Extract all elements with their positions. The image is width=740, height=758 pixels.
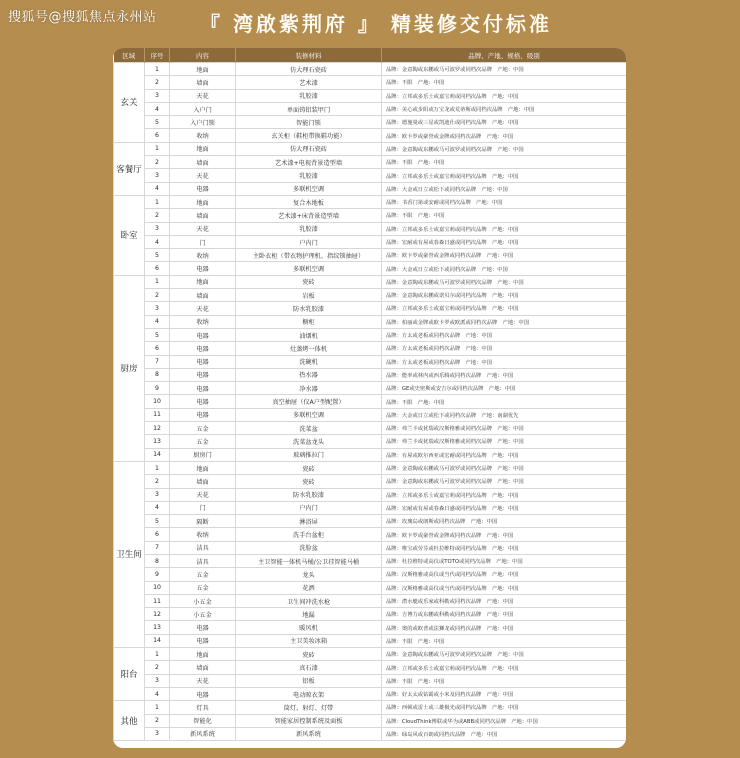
spec-cell: 品牌：GE或史密斯或安吉尔或同档次品牌 产地：中国 xyxy=(382,382,627,395)
content-cell: 地面 xyxy=(170,275,236,288)
content-cell: 小五金 xyxy=(170,594,236,607)
table-row xyxy=(114,701,627,714)
material-cell: 智能门锁 xyxy=(236,116,382,129)
content-cell: 隔断 xyxy=(170,515,236,528)
table-row xyxy=(114,435,627,448)
material-cell: 铝板 xyxy=(236,674,382,687)
content-cell: 电器 xyxy=(170,408,236,421)
material-cell: 多联机空调 xyxy=(236,262,382,275)
material-cell: 洗菜盆 xyxy=(236,422,382,435)
material-cell: 乳胶漆 xyxy=(236,169,382,182)
table-row xyxy=(114,422,627,435)
content-cell: 墙面 xyxy=(170,209,236,222)
table-row xyxy=(114,568,627,581)
spec-cell: 品牌：汉斯格雅或高仪或当代或同档次品牌 产地：中国 xyxy=(382,581,627,594)
table-row xyxy=(114,488,627,501)
spec-cell: 品牌：立邦或多乐士或嘉宝莉或同档次品牌 产地：中国 xyxy=(382,222,627,235)
material-cell: 主卫智能一体机马桶/公卫挂智能马桶 xyxy=(236,554,382,567)
table-row xyxy=(114,302,627,315)
index-cell: 1 xyxy=(145,63,170,76)
spec-cell: 品牌：立邦或多乐士或嘉宝莉或同档次品牌 产地：中国 xyxy=(382,661,627,674)
spec-cell: 品牌：不限 产地：中国 xyxy=(382,156,627,169)
spec-cell: 品牌：宏耐或有屋或春森日盛或同档次品牌 产地：中国 xyxy=(382,501,627,514)
material-cell: 仿大理石瓷砖 xyxy=(236,63,382,76)
index-cell: 3 xyxy=(145,89,170,102)
material-cell: 新风系统 xyxy=(236,727,382,740)
table-row xyxy=(114,608,627,621)
spec-cell: 品牌：金意陶或东鹏或马可波罗或同档次品牌 产地：中国 xyxy=(382,461,627,474)
content-cell: 电器 xyxy=(170,634,236,647)
index-cell: 5 xyxy=(145,328,170,341)
material-cell: 乳胶漆 xyxy=(236,89,382,102)
content-cell: 地面 xyxy=(170,461,236,474)
index-cell: 6 xyxy=(145,129,170,142)
material-cell: 主卫美妆冰箱 xyxy=(236,634,382,647)
material-cell: 瓷砖 xyxy=(236,461,382,474)
table-row xyxy=(114,528,627,541)
spec-cell: 品牌：唯宝或劳芬或杜拉维特或同档次品牌 产地：中国 xyxy=(382,541,627,554)
table-row xyxy=(114,541,627,554)
spec-cell: 品牌：有屋或欧尔西亚或宏耐或同档次品牌 产地：中国 xyxy=(382,448,627,461)
material-cell: 暖风机 xyxy=(236,621,382,634)
spec-cell: 品牌：不限 产地：中国 xyxy=(382,634,627,647)
material-cell: 防水乳胶漆 xyxy=(236,488,382,501)
area-cell: 其他 xyxy=(114,701,145,741)
spec-cell: 品牌：欧卡罗或豪誉或金牌或同档次品牌 产地：中国 xyxy=(382,528,627,541)
spec-cell: 品牌：美心或步阳或万宝龙或荒蒂斯或同档次品牌 产地：中国 xyxy=(382,102,627,115)
spec-cell: 品牌：金意陶或东鹏或诺贝尔或同档次品牌 产地：中国 xyxy=(382,289,627,302)
page-title: 『 湾啟紫荆府 』 精装修交付标准 xyxy=(200,12,552,36)
material-cell: 热水器 xyxy=(236,368,382,381)
index-cell: 7 xyxy=(145,541,170,554)
spec-cell: 品牌：宏耐或有屋或春森日盛或同档次品牌 产地：中国 xyxy=(382,235,627,248)
spec-cell: 品牌：立邦或多乐士或嘉宝莉或同档次品牌 产地：中国 xyxy=(382,488,627,501)
table-row xyxy=(114,169,627,182)
table-row xyxy=(114,156,627,169)
content-cell: 五金 xyxy=(170,568,236,581)
watermark-text: 搜狐号@搜狐焦点永州站 xyxy=(8,10,157,25)
material-cell: 乳胶漆 xyxy=(236,222,382,235)
content-cell: 收纳 xyxy=(170,315,236,328)
spec-cell: 品牌：大金或日立或松下或同档次品牌 产地：中国 xyxy=(382,182,627,195)
content-cell: 电器 xyxy=(170,395,236,408)
table-row xyxy=(114,116,627,129)
spec-cell: 品牌：大金或日立或松下或同档次品牌 产地：中国 xyxy=(382,262,627,275)
material-cell: 龙头 xyxy=(236,568,382,581)
content-cell: 天花 xyxy=(170,89,236,102)
area-cell: 客餐厅 xyxy=(114,142,145,195)
material-cell: 洗脸盆 xyxy=(236,541,382,554)
spec-cell: 品牌：奥的或欧普或法狮龙或同档次品牌 产地：中国 xyxy=(382,621,627,634)
content-cell: 电器 xyxy=(170,355,236,368)
material-cell: 主卧衣柜（带衣物护理机、指纹锁抽屉） xyxy=(236,249,382,262)
index-cell: 4 xyxy=(145,687,170,700)
index-cell: 6 xyxy=(145,528,170,541)
spec-cell: 品牌：汉斯格雅或高仪或当代或同档次品牌 产地：中国 xyxy=(382,568,627,581)
table-row xyxy=(114,395,627,408)
content-cell: 五金 xyxy=(170,435,236,448)
table-row xyxy=(114,315,627,328)
material-cell: 净水器 xyxy=(236,382,382,395)
content-cell: 五金 xyxy=(170,581,236,594)
table-row xyxy=(114,63,627,76)
index-cell: 12 xyxy=(145,422,170,435)
material-cell: 艺术漆+床背景造型墙 xyxy=(236,209,382,222)
spec-table-card xyxy=(113,48,626,748)
table-row xyxy=(114,209,627,222)
index-cell: 10 xyxy=(145,581,170,594)
index-cell: 2 xyxy=(145,289,170,302)
index-cell: 7 xyxy=(145,355,170,368)
index-cell: 5 xyxy=(145,249,170,262)
material-cell: 户内门 xyxy=(236,235,382,248)
content-cell: 墙面 xyxy=(170,156,236,169)
content-cell: 墙面 xyxy=(170,76,236,89)
content-cell: 电器 xyxy=(170,621,236,634)
material-cell: 瓷砖 xyxy=(236,475,382,488)
table-row xyxy=(114,89,627,102)
material-cell: 瓷砖 xyxy=(236,275,382,288)
spec-cell: 品牌：欧卡罗或豪誉或金牌或同档次品牌 产地：中国 xyxy=(382,129,627,142)
material-cell: 艺术漆 xyxy=(236,76,382,89)
table-row xyxy=(114,142,627,155)
content-cell: 墙面 xyxy=(170,661,236,674)
index-cell: 12 xyxy=(145,608,170,621)
index-cell: 3 xyxy=(145,222,170,235)
table-row xyxy=(114,714,627,727)
table-row xyxy=(114,648,627,661)
table-body xyxy=(114,63,627,741)
index-cell: 4 xyxy=(145,235,170,248)
material-cell: 卫生间冲洗水枪 xyxy=(236,594,382,607)
index-cell: 11 xyxy=(145,594,170,607)
table-row xyxy=(114,355,627,368)
content-cell: 新风系统 xyxy=(170,727,236,740)
content-cell: 电器 xyxy=(170,382,236,395)
index-cell: 3 xyxy=(145,302,170,315)
index-cell: 4 xyxy=(145,315,170,328)
content-cell: 收纳 xyxy=(170,528,236,541)
index-cell: 10 xyxy=(145,395,170,408)
material-cell: 多联机空调 xyxy=(236,182,382,195)
index-cell: 2 xyxy=(145,475,170,488)
table-row xyxy=(114,687,627,700)
spec-cell: 品牌：绿岛风或百朗或同档次品牌 产地：中国 xyxy=(382,727,627,740)
index-cell: 2 xyxy=(145,76,170,89)
material-cell: 洗手台盆柜 xyxy=(236,528,382,541)
content-cell: 厨房门 xyxy=(170,448,236,461)
spec-cell: 品牌：不限 产地：中国 xyxy=(382,76,627,89)
spec-cell: 品牌：立邦或多乐士或嘉宝莉或同档次品牌 产地：中国 xyxy=(382,302,627,315)
content-cell: 收纳 xyxy=(170,249,236,262)
table-row xyxy=(114,594,627,607)
index-cell: 3 xyxy=(145,169,170,182)
index-cell: 13 xyxy=(145,435,170,448)
table-row xyxy=(114,328,627,341)
index-cell: 4 xyxy=(145,501,170,514)
content-cell: 电器 xyxy=(170,342,236,355)
table-row xyxy=(114,368,627,381)
spec-cell: 品牌：金意陶或东鹏或马可波罗或同档次品牌 产地：中国 xyxy=(382,648,627,661)
material-cell: 洗碗机 xyxy=(236,355,382,368)
spec-cell: 品牌：弗兰卡或犹瑞或汉斯格雅或同档次品牌 产地：中国 xyxy=(382,422,627,435)
material-cell: 花洒 xyxy=(236,581,382,594)
content-cell: 天花 xyxy=(170,222,236,235)
material-cell: 玄关柜（鞋柜带换鞋功能） xyxy=(236,129,382,142)
spec-cell: 品牌：不限 产地：中国 xyxy=(382,209,627,222)
area-cell: 卫生间 xyxy=(114,461,145,647)
table-row xyxy=(114,501,627,514)
material-cell: 艺术漆+电视背景造型墙 xyxy=(236,156,382,169)
content-cell: 地面 xyxy=(170,648,236,661)
spec-cell: 品牌：德施曼或三星或凯迪仕或同档次品牌 产地：中国 xyxy=(382,116,627,129)
index-cell: 13 xyxy=(145,621,170,634)
material-cell: 电动晾衣架 xyxy=(236,687,382,700)
content-cell: 电器 xyxy=(170,687,236,700)
content-cell: 天花 xyxy=(170,302,236,315)
content-cell: 电器 xyxy=(170,262,236,275)
material-cell: 防水乳胶漆 xyxy=(236,302,382,315)
spec-cell: 品牌：弗兰卡或犹瑞或汉斯格雅或同档次品牌 产地：中国 xyxy=(382,435,627,448)
index-cell: 4 xyxy=(145,102,170,115)
content-cell: 入户门 xyxy=(170,102,236,115)
header-area: 区域 xyxy=(114,48,145,63)
table-row xyxy=(114,262,627,275)
material-cell: 智能家居控制系统及面板 xyxy=(236,714,382,727)
spec-cell: 品牌：欧卡罗或豪誉或金牌或同档次品牌 产地：中国 xyxy=(382,249,627,262)
spec-cell: 品牌：能率或林内或西乐腾或同档次品牌 产地：中国 xyxy=(382,368,627,381)
index-cell: 4 xyxy=(145,182,170,195)
table-row xyxy=(114,581,627,594)
table-header-row xyxy=(114,48,627,63)
material-cell: 筒灯、射灯、灯带 xyxy=(236,701,382,714)
content-cell: 墙面 xyxy=(170,289,236,302)
index-cell: 14 xyxy=(145,634,170,647)
table-row xyxy=(114,621,627,634)
material-cell: 户内门 xyxy=(236,501,382,514)
material-cell: 橱柜 xyxy=(236,315,382,328)
spec-cell: 品牌：吉博力或东鹏或科勒或同档次品牌 产地：中国 xyxy=(382,608,627,621)
index-cell: 1 xyxy=(145,275,170,288)
content-cell: 天花 xyxy=(170,169,236,182)
area-cell: 阳台 xyxy=(114,648,145,701)
area-cell: 玄关 xyxy=(114,63,145,143)
spec-cell: 品牌：金意陶或东鹏或马可波罗或同档次品牌 产地：中国 xyxy=(382,475,627,488)
content-cell: 电器 xyxy=(170,368,236,381)
area-cell: 卧室 xyxy=(114,195,145,275)
table-row xyxy=(114,461,627,474)
material-cell: 瓷砖 xyxy=(236,648,382,661)
index-cell: 3 xyxy=(145,674,170,687)
table-row xyxy=(114,727,627,740)
table-row xyxy=(114,674,627,687)
content-cell: 门 xyxy=(170,501,236,514)
index-cell: 2 xyxy=(145,714,170,727)
spec-cell: 品牌：金意陶或东鹏或马可波罗或同档次品牌 产地：中国 xyxy=(382,275,627,288)
material-cell: 真空抽屉（仅A户型配置） xyxy=(236,395,382,408)
index-cell: 11 xyxy=(145,408,170,421)
content-cell: 智能化 xyxy=(170,714,236,727)
spec-cell: 品牌：玫瑰岛或朗斯或同档次品牌 产地：中国 xyxy=(382,515,627,528)
header-spec: 品牌、产地、规格、级别 xyxy=(382,48,627,63)
table-row xyxy=(114,475,627,488)
spec-cell: 品牌：不限 产地：中国 xyxy=(382,674,627,687)
index-cell: 2 xyxy=(145,661,170,674)
spec-cell: 品牌：金意陶或东鹏或马可波罗或同档次品牌 产地：中国 xyxy=(382,63,627,76)
spec-cell: 品牌：西顿或雷士或三雄极光或同档次品牌 产地：中国 xyxy=(382,701,627,714)
index-cell: 1 xyxy=(145,701,170,714)
index-cell: 2 xyxy=(145,156,170,169)
spec-cell: 品牌：立邦或多乐士或嘉宝莉或同档次品牌 产地：中国 xyxy=(382,169,627,182)
spec-cell: 品牌：大金或日立或松下或同档次品牌 产地：南湖优先 xyxy=(382,408,627,421)
index-cell: 1 xyxy=(145,142,170,155)
spec-cell: 品牌：方太或老板或同档次品牌 产地：中国 xyxy=(382,328,627,341)
index-cell: 14 xyxy=(145,448,170,461)
spec-cell: 品牌：不限 产地：中国 xyxy=(382,395,627,408)
material-cell: 岩板 xyxy=(236,289,382,302)
header-material: 装修材料 xyxy=(236,48,382,63)
material-cell: 复合木地板 xyxy=(236,195,382,208)
content-cell: 地面 xyxy=(170,142,236,155)
content-cell: 灯具 xyxy=(170,701,236,714)
content-cell: 电器 xyxy=(170,182,236,195)
content-cell: 洁具 xyxy=(170,541,236,554)
index-cell: 9 xyxy=(145,568,170,581)
index-cell: 1 xyxy=(145,648,170,661)
table-row xyxy=(114,661,627,674)
index-cell: 8 xyxy=(145,554,170,567)
spec-cell: 品牌：金意陶或东鹏或马可波罗或同档次品牌 产地：中国 xyxy=(382,142,627,155)
table-row xyxy=(114,102,627,115)
table-row xyxy=(114,382,627,395)
table-row xyxy=(114,634,627,647)
spec-cell: 品牌：方太或老板或同档次品牌 产地：中国 xyxy=(382,342,627,355)
index-cell: 1 xyxy=(145,461,170,474)
material-cell: 洗菜盆龙头 xyxy=(236,435,382,448)
spec-cell: 品牌：杜拉维特或高仪或TOTO或同档次品牌 产地：中国 xyxy=(382,554,627,567)
header-index: 序号 xyxy=(145,48,170,63)
material-cell: 真石漆 xyxy=(236,661,382,674)
spec-cell: 品牌：好太太或钻霸或小米及同档次品牌 产地：中国 xyxy=(382,687,627,700)
material-cell: 玻璃推拉门 xyxy=(236,448,382,461)
area-cell: 厨房 xyxy=(114,275,145,461)
spec-cell: 品牌：书香门第或安耐或同档次品牌 产地：中国 xyxy=(382,195,627,208)
index-cell: 6 xyxy=(145,262,170,275)
content-cell: 天花 xyxy=(170,488,236,501)
spec-cell: 品牌：潜水艇或乐家或科勒或同档次品牌 产地：中国 xyxy=(382,594,627,607)
material-cell: 灶蒸烤一体机 xyxy=(236,342,382,355)
table-row xyxy=(114,235,627,248)
index-cell: 3 xyxy=(145,727,170,740)
content-cell: 洁具 xyxy=(170,554,236,567)
material-cell: 多联机空调 xyxy=(236,408,382,421)
material-cell: 仿大理石瓷砖 xyxy=(236,142,382,155)
content-cell: 地面 xyxy=(170,63,236,76)
table-row xyxy=(114,448,627,461)
table-row xyxy=(114,76,627,89)
content-cell: 墙面 xyxy=(170,475,236,488)
index-cell: 8 xyxy=(145,368,170,381)
spec-cell: 品牌：立邦或多乐士或嘉宝莉或同档次品牌 产地：中国 xyxy=(382,89,627,102)
material-cell: 地漏 xyxy=(236,608,382,621)
content-cell: 天花 xyxy=(170,674,236,687)
table-row xyxy=(114,289,627,302)
table-row xyxy=(114,342,627,355)
spec-cell: 品牌：方太或老板或同档次品牌 产地：中国 xyxy=(382,355,627,368)
spec-cell: 品牌：柏丽或金牌或欧卡罗或欧派或同档次品牌 产地：中国 xyxy=(382,315,627,328)
index-cell: 5 xyxy=(145,515,170,528)
index-cell: 5 xyxy=(145,116,170,129)
table-row xyxy=(114,408,627,421)
table-row xyxy=(114,129,627,142)
table-row xyxy=(114,275,627,288)
table-row xyxy=(114,515,627,528)
material-cell: 单面铸铝装甲门 xyxy=(236,102,382,115)
content-cell: 小五金 xyxy=(170,608,236,621)
material-cell: 油烟机 xyxy=(236,328,382,341)
spec-cell: 品牌：CloudThink博联或华为或ABB或同档次品牌 产地：中国 xyxy=(382,714,627,727)
content-cell: 地面 xyxy=(170,195,236,208)
index-cell: 6 xyxy=(145,342,170,355)
table-row xyxy=(114,222,627,235)
table-row xyxy=(114,182,627,195)
material-cell: 淋浴屏 xyxy=(236,515,382,528)
index-cell: 2 xyxy=(145,209,170,222)
content-cell: 五金 xyxy=(170,422,236,435)
content-cell: 门 xyxy=(170,235,236,248)
table-row xyxy=(114,554,627,567)
table-row xyxy=(114,195,627,208)
index-cell: 9 xyxy=(145,382,170,395)
content-cell: 电器 xyxy=(170,328,236,341)
table-row xyxy=(114,249,627,262)
index-cell: 1 xyxy=(145,195,170,208)
spec-table xyxy=(113,48,626,741)
content-cell: 入户门锁 xyxy=(170,116,236,129)
index-cell: 3 xyxy=(145,488,170,501)
header-content: 内容 xyxy=(170,48,236,63)
content-cell: 收纳 xyxy=(170,129,236,142)
